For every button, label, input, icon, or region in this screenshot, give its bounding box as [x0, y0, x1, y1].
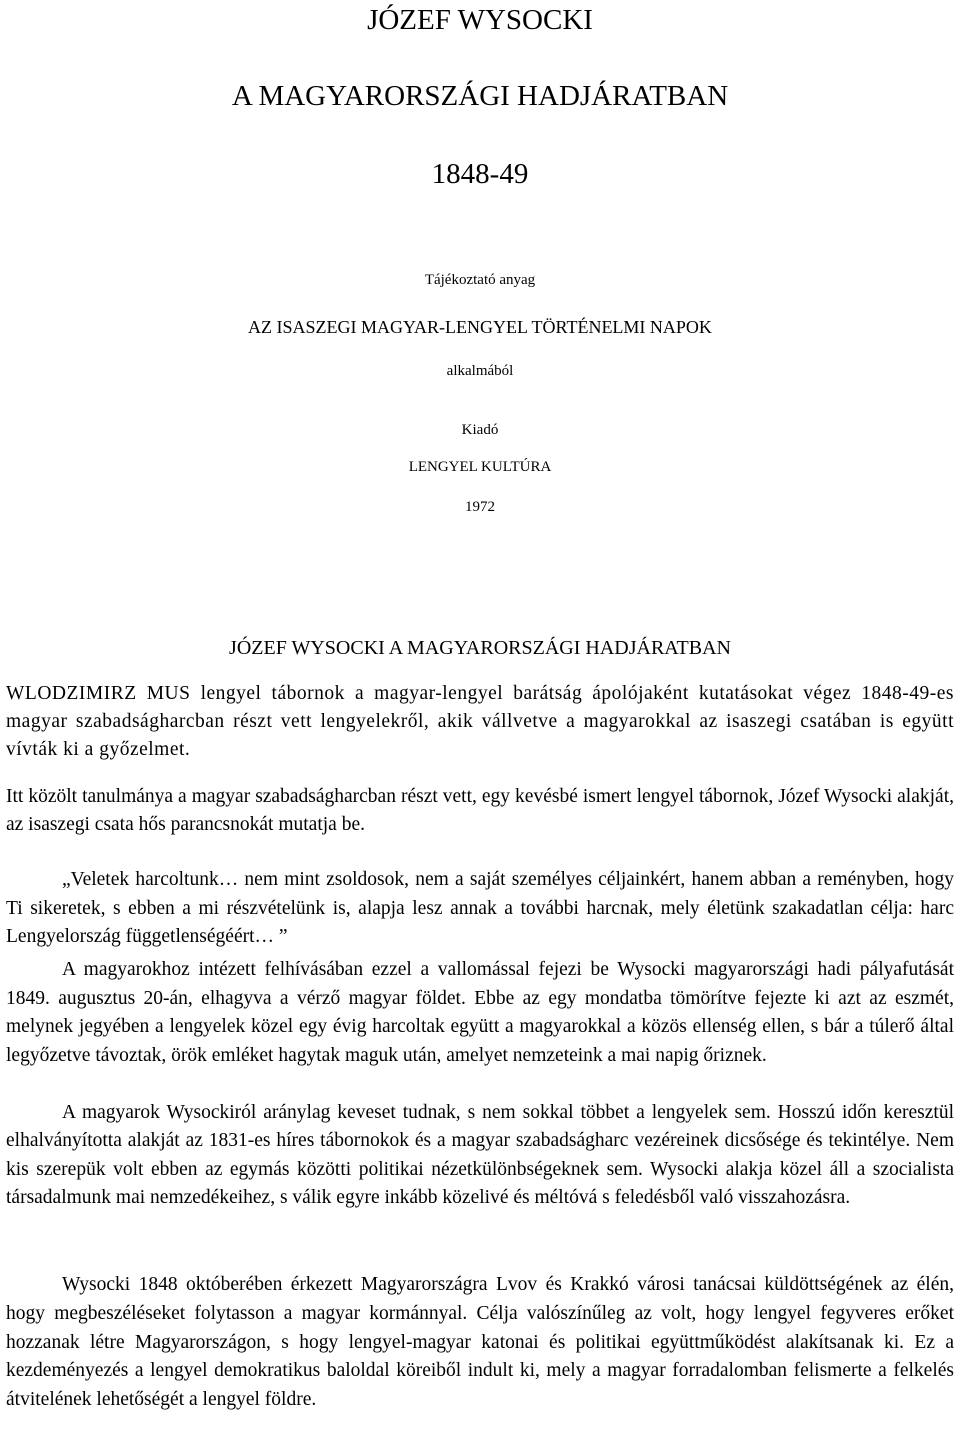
event-name: AZ ISASZEGI MAGYAR-LENGYEL TÖRTÉNELMI NAPOK [248, 317, 712, 337]
title-line-2: A MAGYARORSZÁGI HADJÁRATBAN [231, 80, 729, 112]
paragraph-quote: „Veletek harcoltunk… nem mint zsoldosok, nem a saját személyes céljainkért, hanem abban a reményben, hogy Ti sikeretek, s ebben a mi részvételünk is, alapja lesz annak a további harcnak, mely életünk szakadatlan célja: harc Lengyelország függetlenségéért… ” [6, 869, 954, 947]
title-years: 1848-49 [431, 158, 529, 190]
title-line-1: JÓZEF WYSOCKI [367, 4, 593, 36]
occasion-text: alkalmából [446, 363, 514, 379]
paragraph-study: Itt közölt tanulmánya a magyar szabadságharcban részt vett, egy kevésbé ismert lengyel tábornok, Józef Wysocki alakját, az isaszegi csata hős parancsnokát mutatja be. [6, 786, 954, 835]
paragraph-appeal: A magyarokhoz intézett felhívásában ezzel a vallomással fejezi be Wysocki magyarországi hadi pályafutását 1849. augusztus 20-án, elhagyva a vérző magyar földet. Ebbe az egy mondatba tömörítve fejezte ki azt az eszmét, melynek jegyében a lengyelek közel egy évig harcoltak együtt a magyarokkal a közös ellenség ellen, s bár a túlerő által legyőzetve távoztak, örök emléket hagytak maguk után, amelyet nemzeteink a mai napig őriznek. [6, 959, 954, 1067]
paragraph-intro: WLODZIMIRZ MUS lengyel tábornok a magyar-lengyel barátság ápolójaként kutatásokat végez 1848-49-es magyar szabadságharcban részt vett lengyelekről, akik vállvetve a magyarokkal az isaszegi csatában is együtt vívták ki a győzelmet. [6, 683, 954, 760]
publisher-label: Kiadó [461, 422, 499, 438]
publication-year: 1972 [465, 499, 495, 515]
paragraph-remembrance: A magyarok Wysockiról aránylag keveset tudnak, s nem sokkal többet a lengyelek sem. Hosszú időn keresztül elhalványította alakját az 1831-es híres tábornokok és a magyar szabadságharc vezéreinek dicsősége és tekintélye. Nem kis szerepük volt ebben az egymás közötti politikai nézetkülönbségeknek sem. Wysocki alakja közel áll a szocialista társadalmunk mai nemzedékeihez, s válik egyre inkább közelivé és méltóvá s feledésből való visszahozásra. [6, 1102, 954, 1209]
subtitle: Tájékoztató anyag [424, 272, 536, 288]
article-heading: JÓZEF WYSOCKI A MAGYARORSZÁGI HADJÁRATBAN [229, 637, 731, 659]
paragraph-arrival: Wysocki 1848 októberében érkezett Magyarországra Lvov és Krakkó városi tanácsai küldöttségének az élén, hogy megbeszéléseket folytasson a magyar kormánnyal. Célja valószínűleg az volt, hogy lengyel fegyveres erőket hozzanak létre Magyarországon, s hogy lengyel-magyar katonai és politikai együttműködést alakítsanak ki. Ez a kezdeményezés a lengyel demokratikus baloldal köreiből indult ki, mely a magyar forradalomban felismerte a felkelés átvitelének lehetőségét a lengyel földre. [6, 1274, 954, 1411]
publisher-name: LENGYEL KULTÚRA [408, 459, 552, 475]
